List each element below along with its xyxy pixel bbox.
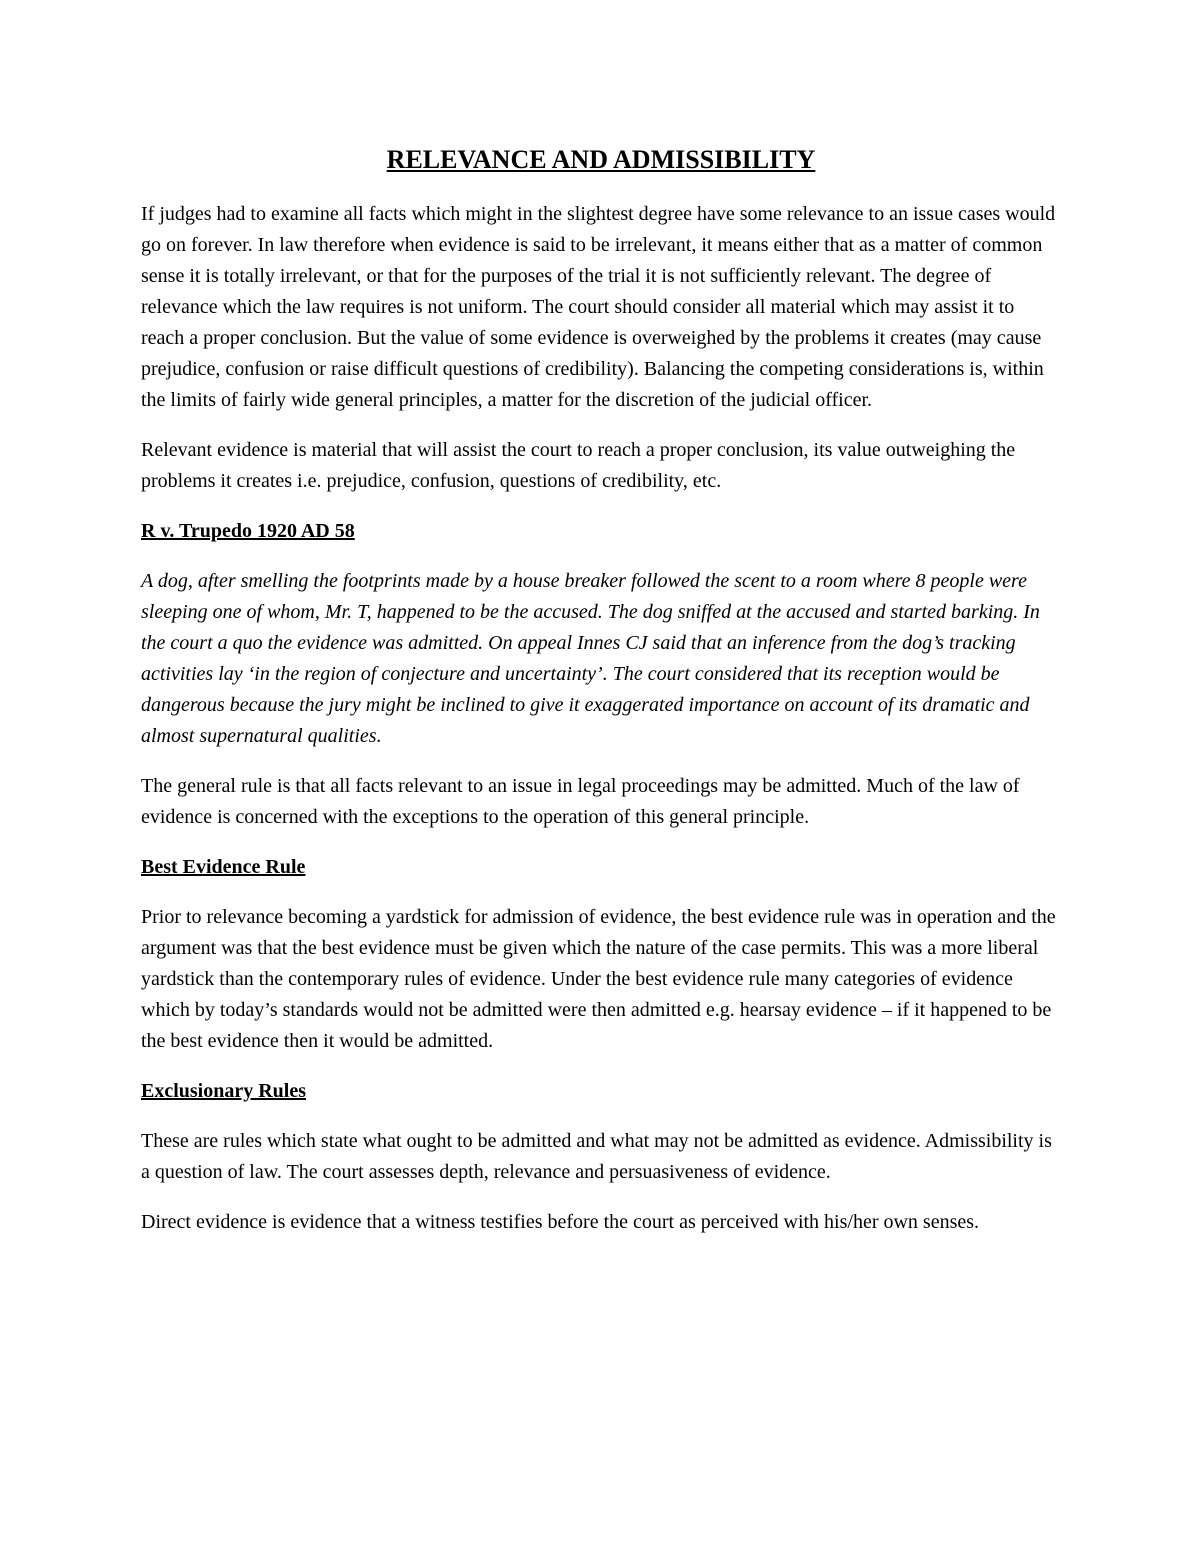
document-body bbox=[141, 140, 1061, 1257]
paragraph-relevance-intro: If judges had to examine all facts which might in the slightest degree have some relevance to an issue cases would go on forever. In law therefore when evidence is said to be irrelevant, it means either that as a matter of common sense it is totally irrelevant, or that for the purposes of the trial it is not sufficiently relevant. The degree of relevance which the law requires is not uniform. The court should consider all material which may assist it to reach a proper conclusion. But the value of some evidence is overweighed by the problems it creates (may cause prejudice, confusion or raise difficult questions of credibility). Balancing the competing considerations is, within the limits of fairly wide general principles, a matter for the discretion of the judicial officer. bbox=[141, 203, 1056, 411]
heading-case-trupedo: R v. Trupedo 1920 AD 58 bbox=[141, 520, 355, 542]
heading-exclusionary-rules: Exclusionary Rules bbox=[141, 1080, 307, 1102]
paragraph-direct-evidence: Direct evidence is evidence that a witness testifies before the court as perceived with his/her own senses. bbox=[141, 1211, 980, 1233]
paragraph-relevant-evidence-definition: Relevant evidence is material that will assist the court to reach a proper conclusion, its value outweighing the problems it creates i.e. prejudice, confusion, questions of credibility, etc. bbox=[141, 439, 1016, 492]
heading-best-evidence-rule: Best Evidence Rule bbox=[141, 856, 306, 878]
paragraph-best-evidence-rule: Prior to relevance becoming a yardstick for admission of evidence, the best evidence rule was in operation and the argument was that the best evidence must be given which the nature of the case permits. This was a more liberal yardstick than the contemporary rules of evidence. Under the best evidence rule many categories of evidence which by today’s standards would not be admitted were then admitted e.g. hearsay evidence – if it happened to be the best evidence then it would be admitted. bbox=[141, 906, 1056, 1052]
paragraph-general-rule: The general rule is that all facts relevant to an issue in legal proceedings may be admitted. Much of the law of evidence is concerned with the exceptions to the operation of this general principle. bbox=[141, 775, 1020, 828]
paragraph-case-summary: A dog, after smelling the footprints made by a house breaker followed the scent to a room where 8 people were sleeping one of whom, Mr. T, happened to be the accused. The dog sniffed at the accused and started barking. In the court a quo the evidence was admitted. On appeal Innes CJ said that an inference from the dog’s tracking activities lay ‘in the region of conjecture and uncertainty’. The court considered that its reception would be dangerous because the jury might be inclined to give it exaggerated importance on account of its dramatic and almost supernatural qualities. bbox=[141, 570, 1040, 747]
paragraph-exclusionary-rules: These are rules which state what ought to be admitted and what may not be admitted as evidence. Admissibility is a question of law. The court assesses depth, relevance and persuasiveness of evidence. bbox=[141, 1130, 1052, 1183]
document-title: RELEVANCE AND ADMISSIBILITY bbox=[386, 145, 816, 174]
